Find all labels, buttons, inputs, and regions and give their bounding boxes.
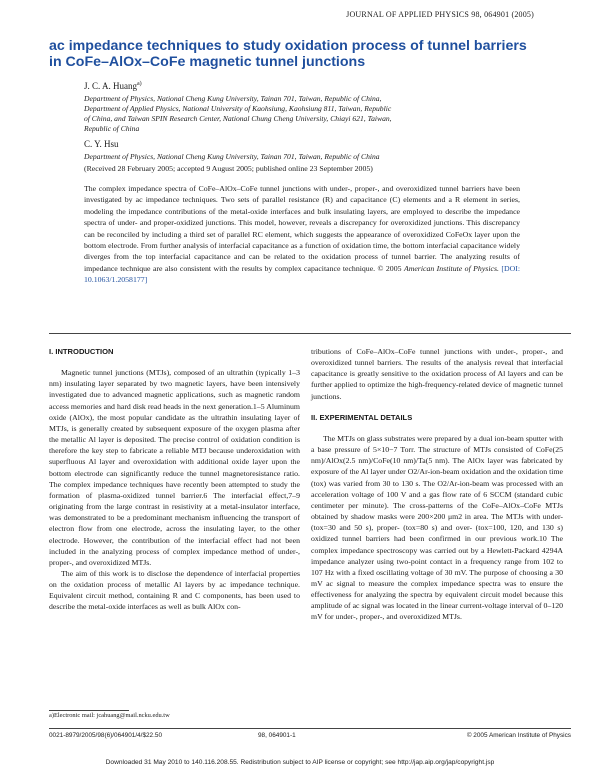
page-number: 98, 064901-1 <box>258 732 296 739</box>
running-head: JOURNAL OF APPLIED PHYSICS 98, 064901 (2005) <box>346 10 534 19</box>
section-heading-experimental: II. EXPERIMENTAL DETAILS <box>311 412 413 422</box>
left-column <box>49 346 300 613</box>
section-heading-introduction: I. INTRODUCTION <box>49 347 114 356</box>
experimental-paragraph: The MTJs on glass substrates were prepared by a dual ion-beam sputter with a base pressure of 5×10−7 Torr. The structure of MTJs consisted of CoFe(25 nm)/AlOx(2.5 nm)/CoFe(10 nm)/Ta(5 nm). The AlOx layer was fabricated by exposure of the Al layer under O2/Ar-ion-beam oxidation and the oxidation time (tox) was varied from 30 to 130 s. The O2/Ar-ion-beam was processed with an acceleration voltage of 100 V and a gas flow rate of 6 SCCM (standard cubic centimeter per minute). The cross-patterns of the CoFe–AlOx–CoFe MTJs obtained by shadow masks were 200×200 μm2 in area. The MTJs with under-(tox=30 and 50 s), proper- (tox=80 s) and over- (tox=100, 120, and 130 s) oxidized tunnel barriers had been confirmed in our previous work.10 The complex impedance spectroscopy was carried out by a Hewlett-Packard 4294A impedance analyzer using two-point contact in a frequency range from 102 to 107 Hz with a fixed oscillating voltage of 30 mV. The purpose of choosing a 30 mV ac signal to measure the complex impedance spectra was to ensure the effectiveness for analyzing the spectra by equivalent circuit model because this amplitude of ac signal was located in the linear current-voltage interval of 0–120 mV for under-, proper-, and overoxidized MTJs. <box>311 433 564 622</box>
affiliation-1-line: Republic of China <box>84 124 140 133</box>
header-divider <box>49 333 571 334</box>
right-column <box>311 346 563 623</box>
intro-continuation: tributions of CoFe–AlOx–CoFe tunnel junctions with under-, proper-, and overoxidized tunnel barriers. The results of the analysis reveal that interfacial capacitance is greatly sensitive to the oxidation process of Al layers and can be further applied to optimize the high-frequency-related device of magnetic tunnel junctions. <box>311 347 563 401</box>
abstract-copyright: American Institute of Physics. <box>403 263 499 273</box>
footer-copyright: © 2005 American Institute of Physics <box>466 732 571 739</box>
title-line-1: ac impedance techniques to study oxidation process of tunnel barriers <box>49 38 527 54</box>
affiliation-1-line: of China, and Taiwan SPIN Research Center, National Chung Cheng University, Chiayi 621, Taiwan, <box>84 114 392 123</box>
affiliation-2: Department of Physics, National Cheng Kung University, Tainan 701, Taiwan, Republic of China <box>84 152 380 161</box>
footnote-divider <box>49 710 129 711</box>
affiliation-1-line: Department of Applied Physics, National University of Kaohsiung, Kaohsiung 811, Taiwan, Republic <box>84 104 392 113</box>
intro-paragraph-2: The aim of this work is to disclose the dependence of interfacial properties on the oxidation process of metallic Al layers by ac impedance technique. Equivalent circuit method, containing R and C components, has been used to describe the metal-oxide interfaces as well as bulk AlOx con- <box>49 568 300 612</box>
doi-link[interactable]: [DOI: 10.1063/1.2058177] <box>84 263 520 285</box>
article-title <box>49 38 569 70</box>
footer-issn: 0021-8979/2005/98(6)/064901/4/$22.50 <box>49 732 163 739</box>
footer-divider <box>49 728 571 729</box>
received-dates: (Received 28 February 2005; accepted 9 August 2005; published online 23 September 2005) <box>84 164 373 173</box>
abstract <box>84 183 520 286</box>
affiliation-1-line: Department of Physics, National Cheng Kung University, Tainan 701, Taiwan, Republic of China, <box>84 94 382 103</box>
affiliation-1 <box>84 94 494 134</box>
intro-paragraph-1: Magnetic tunnel junctions (MTJs), composed of an ultrathin (typically 1–3 nm) insulating layer separated by two magnetic layers, have been intensively investigated due to advanced magnetic applications, such as magnetic random access memories and hard disk read heads in the next generation.1–5 Aluminum oxide (AlOx), the most popular candidate as the ultrathin insulating layer of MTJs, is generally created by subsequent exposure of the oxygen plasma after the metallic Al layer is deposited. The precise control of oxidation condition is therefore the key step to fabricate a reliable MTJ because underoxidation with superfluous Al layer and overoxidation with additional oxide layer upon the bottom electrode can significantly reduce the tunnel magnetoresistance ratio. The complex impedance techniques have recently been attempted to study the formation of plasma-oxidized tunnel barrier.6 The interfacial effect,7–9 originating from the large contrast in resistivity at a metal-insulator interface, was demonstrated to be a predominant mechanism influencing the transport of electron flow from one electrode, across the insulating layer, to the other electrode. However, the contribution of the interfacial effect had not been included in the analyzing process of complex impedance method of under-, proper-, and overoxidized MTJs. <box>49 368 300 567</box>
footnote: a)Electronic mail: jcahuang@mail.ncku.edu.tw <box>49 712 170 719</box>
download-notice: Downloaded 31 May 2010 to 140.116.208.55. Redistribution subject to AIP license or copyright; see http://jap.aip.org/jap/copyright.jsp <box>105 759 495 766</box>
author-1-name: J. C. A. Huang <box>84 81 138 91</box>
title-line-2: in CoFe–AlOx–CoFe magnetic tunnel junctions <box>49 54 366 70</box>
abstract-text: The complex impedance spectra of CoFe–AlOx–CoFe tunnel junctions with under-, proper-, and overoxidized tunnel barriers have been investigated by ac impedance techniques. Two sets of parallel resistance (R) and capacitance (C) elements and a R element in series, modeling the impedance contributions of the metal-oxide interfaces and bulk insulating layers, are employed to describe the impedance spectra of under- and proper-oxidized junctions. This model, however, reveals a discrepancy for overoxidized junctions. This discrepancy can be reconciled by including a third set of parallel RC element, which suggests the appearance of overoxidized CoFeOx layer upon the bottom electrode. From further analysis of interfacial capacitance as a function of oxidation time, the bottom interfacial capacitance widely diverges from the top interfacial capacitance and can be related to the oxidation process of tunnel barrier. The analyzing results of impedance technique are also consistent with the results by complex capacitance technique. © 2005 <box>84 184 520 273</box>
author-2: C. Y. Hsu <box>84 139 119 149</box>
author-1-footnote-mark: a) <box>137 81 142 87</box>
author-1 <box>84 81 142 91</box>
